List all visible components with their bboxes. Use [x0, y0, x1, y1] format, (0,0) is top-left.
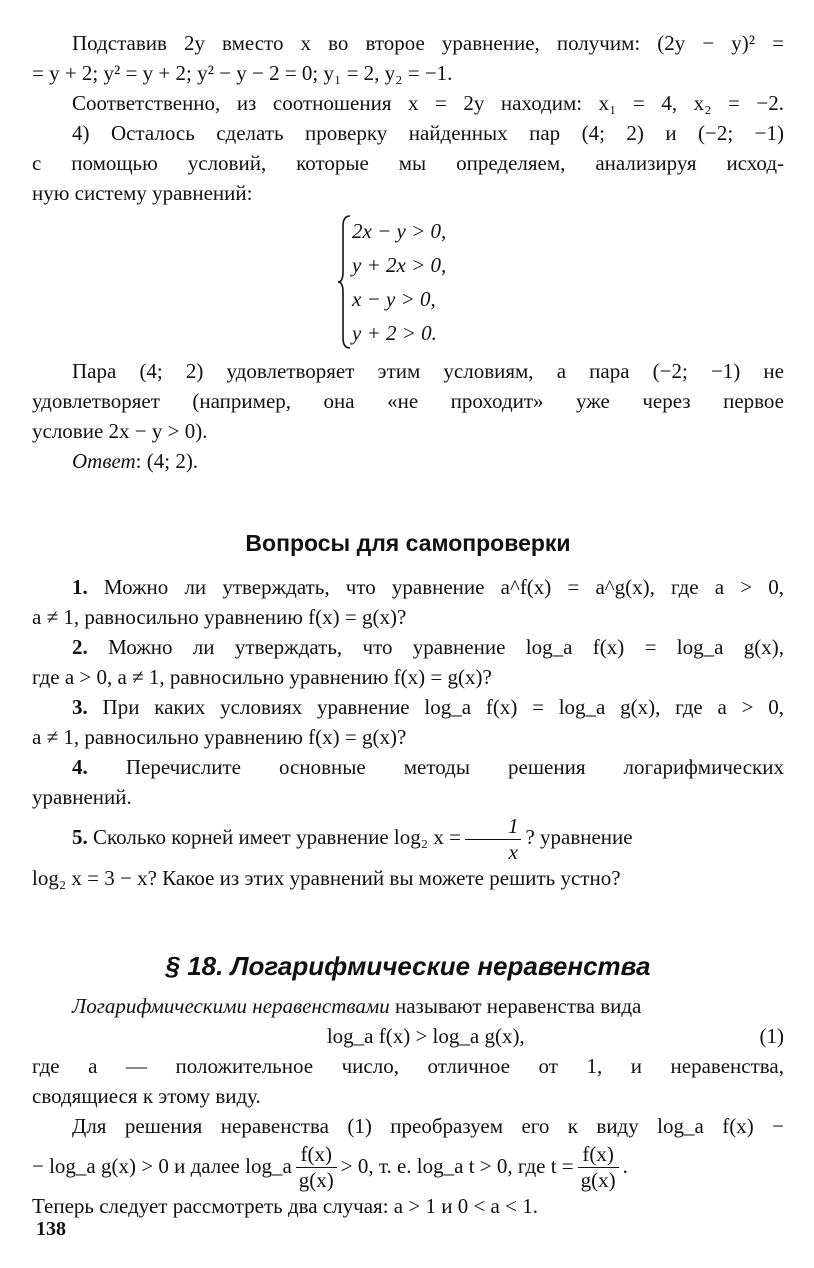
question-line: уравнений.: [32, 785, 132, 809]
question-number: 5.: [72, 825, 88, 849]
question-line: [32, 812, 784, 863]
question-3: [32, 692, 784, 752]
question-line: [32, 572, 784, 602]
question-2: [32, 632, 784, 692]
question-1: [32, 572, 784, 632]
question-line: a ≠ 1, равносильно уравнению f(x) = g(x)?: [32, 605, 407, 629]
page-content: [32, 28, 784, 1221]
text-line: где a — положительное число, отличное от 1, и неравенства,: [32, 1053, 784, 1078]
question-text: При каких условиях уравнение log_a f(x) = log_a g(x), где a > 0,: [102, 695, 784, 719]
fraction-denominator: g(x): [580, 1168, 616, 1193]
question-5: [32, 812, 784, 893]
text-line: Для решения неравенства (1) преобразуем его к виду log_a f(x) −: [72, 1113, 784, 1138]
paragraph-title: § 18. Логарифмические неравенства: [165, 950, 651, 981]
question-line: a ≠ 1, равносильно уравнению f(x) = g(x)?: [32, 725, 407, 749]
fraction-numerator: f(x): [296, 1144, 337, 1168]
question-line: log₂ x = 3 − x? Какое из этих уравнений вы можете решить устно?: [32, 865, 621, 890]
inequality-line: [32, 1021, 784, 1051]
text-line: условие 2x − y > 0).: [32, 419, 208, 443]
text-line: ную систему уравнений:: [32, 181, 253, 205]
text-line: удовлетворяет (например, она «не проходит» уже через первое: [32, 389, 784, 413]
answer-label: Ответ: [72, 449, 136, 473]
system-row: x − y > 0,: [352, 287, 436, 311]
question-text: ? уравнение: [525, 825, 633, 849]
question-number: 4.: [72, 755, 88, 779]
inequality-formula: log_a f(x) > log_a g(x),: [326, 1023, 525, 1048]
text-line: с помощью условий, которые мы определяем, анализируя исход-: [32, 151, 784, 175]
text-line: Подставив 2y вместо x во второе уравнение, получим: (2y − y)² =: [72, 31, 784, 55]
text-line: сводящиеся к этому виду.: [32, 1083, 261, 1108]
fraction: [465, 813, 522, 864]
text-line: 4) Осталось сделать проверку найденных пар (4; 2) и (−2; −1): [72, 121, 784, 145]
fraction: [578, 1144, 619, 1191]
answer-line: [32, 446, 784, 476]
equation-system: [338, 214, 784, 350]
fraction-denominator: g(x): [298, 1168, 334, 1193]
question-line: [32, 692, 784, 722]
question-line: [32, 632, 784, 662]
definition-line: [32, 991, 784, 1021]
question-4: [32, 752, 784, 812]
question-number: 3.: [72, 695, 88, 719]
equation-number: (1): [759, 1023, 784, 1048]
definition-text: называют неравенства вида: [389, 993, 642, 1018]
text-line: Соответственно, из соотношения x = 2y находим: x₁ = 4, x₂ = −2.: [72, 91, 784, 115]
question-text: Можно ли утверждать, что уравнение a^f(x) = a^g(x), где a > 0,: [103, 575, 785, 599]
definition-term: Логарифмическими неравенствами: [72, 993, 390, 1018]
question-line: [32, 752, 784, 782]
system-row: y + 2x > 0,: [352, 253, 447, 277]
fraction-denominator: x: [508, 839, 518, 864]
question-number: 1.: [72, 575, 88, 599]
question-text: Можно ли утверждать, что уравнение log_a f(x) = log_a g(x),: [108, 635, 784, 659]
formula-text: > 0, т. е. log_a t > 0, где t =: [340, 1153, 574, 1178]
fraction: [296, 1144, 337, 1191]
page-number: 138: [36, 1218, 66, 1240]
text-line: = y + 2; y² = y + 2; y² − y − 2 = 0; y₁ = 2, y₂ = −1.: [32, 61, 453, 85]
curly-brace: [338, 214, 352, 350]
system-row: 2x − y > 0,: [352, 219, 447, 243]
text-line-with-fractions: [32, 1141, 784, 1192]
system-row: y + 2 > 0.: [352, 321, 437, 345]
text-line: Пара (4; 2) удовлетворяет этим условиям, а пара (−2; −1) не: [72, 359, 784, 383]
fraction-numerator: 1: [465, 816, 522, 840]
formula-text: .: [622, 1153, 628, 1178]
text-line: Теперь следует рассмотреть два случая: a > 1 и 0 < a < 1.: [32, 1194, 538, 1219]
answer-value: : (4; 2).: [135, 449, 199, 473]
question-text: Перечислите основные методы решения логарифмических: [125, 755, 785, 779]
formula-text: − log_a g(x) > 0 и далее log_a: [32, 1153, 292, 1178]
question-text: Сколько корней имеет уравнение log₂ x =: [93, 825, 461, 849]
section-title: Вопросы для самопроверки: [245, 530, 571, 556]
question-number: 2.: [72, 635, 88, 659]
question-line: где a > 0, a ≠ 1, равносильно уравнению f(x) = g(x)?: [32, 665, 492, 689]
fraction-numerator: f(x): [578, 1144, 619, 1168]
